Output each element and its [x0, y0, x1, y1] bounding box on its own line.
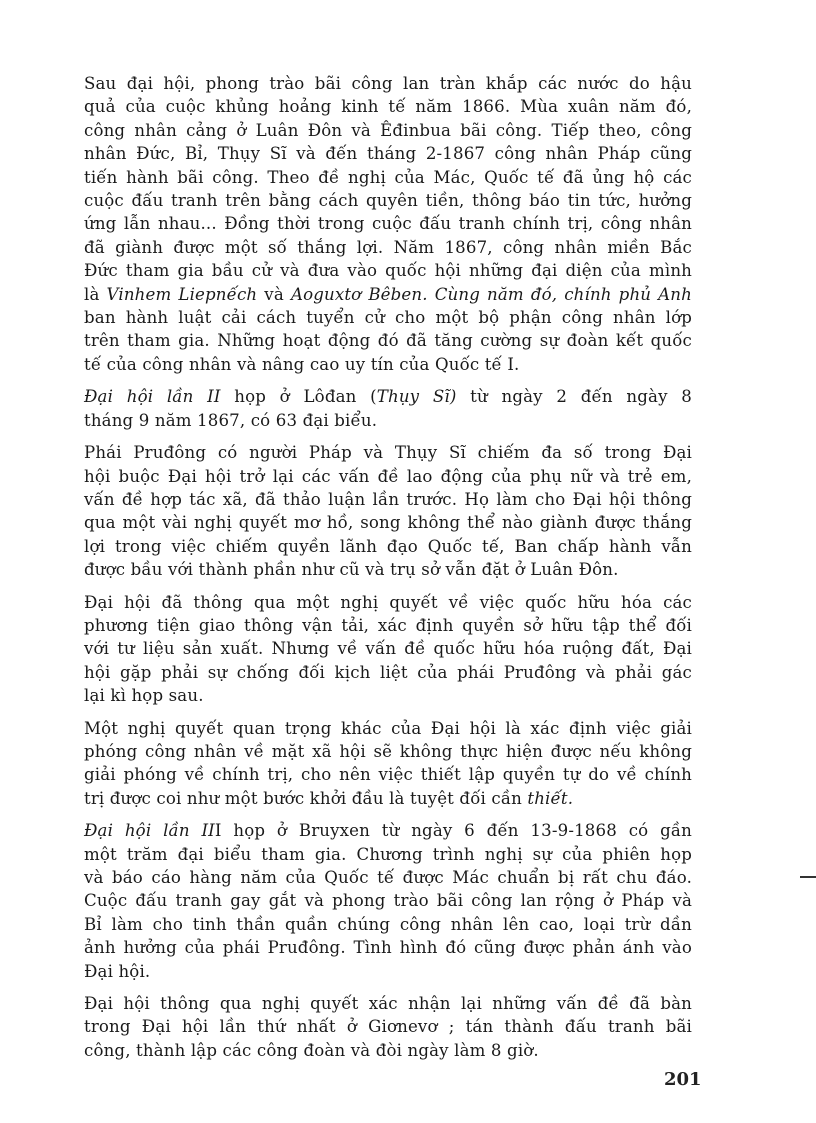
text-line: với tư liệu sản xuất. Nhưng về vấn đề quốc hữu hóa ruộng đất, Đại: [84, 639, 692, 659]
text-line: tháng 9 năm 1867, có 63 đại biểu.: [84, 410, 378, 430]
text-line: phóng công nhân về mặt xã hội sẽ không thực hiện được nếu không: [84, 741, 692, 761]
paragraph: [60, 992, 692, 1062]
text-line: lợi trong việc chiếm quyền lãnh đạo Quốc tế, Ban chấp hành vẫn: [84, 536, 692, 556]
text-line: trong Đại hội lần thứ nhất ở Giơnevơ ; tán thành đấu tranh bãi: [84, 1017, 692, 1037]
text-line: đã giành được một số thắng lợi. Năm 1867, công nhân miền Bắc: [84, 237, 692, 257]
text-line: Cuộc đấu tranh gay gắt và phong trào bãi công lan rộng ở Pháp và: [84, 891, 692, 911]
text-line: hội gặp phải sự chống đối kịch liệt của phái Pruđông và phải gác: [84, 662, 692, 682]
text-line: công, thành lập các công đoàn và đòi ngày làm 8 giờ.: [84, 1040, 539, 1060]
text-line: trị được coi như một bước khởi đầu là tuyệt đối cần thiết.: [84, 788, 574, 808]
text-line: Một nghị quyết quan trọng khác của Đại hội là xác định việc giải: [84, 718, 692, 738]
margin-mark: [800, 876, 816, 878]
text-line: và báo cáo hàng năm của Quốc tế được Mác chuẩn bị rất chu đáo.: [84, 868, 692, 887]
text-line: tiến hành bãi công. Theo đề nghị của Mác, Quốc tế đã ủng hộ các: [84, 167, 692, 187]
paragraph: [60, 385, 692, 432]
text-line: cuộc đấu tranh trên bằng cách quyên tiền, thông báo tin tức, hưởng: [84, 191, 692, 211]
text-line: Phái Pruđông có người Pháp và Thụy Sĩ chiếm đa số trong Đại: [84, 443, 692, 463]
text-line: tế của công nhân và nâng cao uy tín của Quốc tế I.: [84, 354, 520, 374]
text-line: được bầu với thành phần như cũ và trụ sở vẫn đặt ở Luân Đôn.: [84, 560, 619, 580]
text-line: lại kì họp sau.: [84, 686, 204, 706]
text-line: vấn đề hợp tác xã, đã thảo luận lần trước. Họ làm cho Đại hội thông: [84, 489, 692, 509]
text-line: ban hành luật cải cách tuyển cử cho một bộ phận công nhân lớp: [84, 308, 692, 328]
text-line: ứng lẫn nhau... Đồng thời trong cuộc đấu tranh chính trị, công nhân: [84, 214, 692, 234]
page-number: 201: [664, 1069, 702, 1090]
text-line: Bỉ làm cho tinh thần quần chúng công nhân lên cao, loại trừ dần: [84, 914, 692, 934]
text-line: Đại hội đã thông qua một nghị quyết về việc quốc hữu hóa các: [84, 592, 692, 612]
text-line: Sau đại hội, phong trào bãi công lan tràn khắp các nước do hậu: [84, 74, 692, 93]
text-line: Đại hội thông qua nghị quyết xác nhận lại những vấn đề đã bàn: [84, 994, 692, 1014]
text-line: công nhân cảng ở Luân Đôn và Êđinbua bãi công. Tiếp theo, công: [84, 120, 692, 140]
paragraph: [60, 591, 692, 708]
text-line: hội buộc Đại hội trở lại các vấn đề lao động của phụ nữ và trẻ em,: [84, 466, 692, 486]
text-line: giải phóng về chính trị, cho nên việc thiết lập quyền tự do về chính: [84, 765, 692, 785]
paragraph: [60, 441, 692, 581]
text-line: nhân Đức, Bỉ, Thụy Sĩ và đến tháng 2-1867 công nhân Pháp cũng: [84, 144, 692, 164]
paragraph: [60, 819, 692, 983]
text-line: qua một vài nghị quyết mơ hồ, song không thể nào giành được thắng: [84, 513, 692, 533]
text-line: là Vinhem Liepnếch và Aoguxtơ Bêben. Cùng năm đó, chính phủ Anh: [84, 284, 692, 304]
text-line: phương tiện giao thông vận tải, xác định quyền sở hữu tập thể đối: [84, 615, 692, 635]
document-page: [60, 72, 692, 1071]
text-line: ảnh hưởng của phái Pruđông. Tình hình đó cũng được phản ánh vào: [84, 938, 692, 958]
paragraph: [60, 717, 692, 811]
text-line: một trăm đại biểu tham gia. Chương trình nghị sự của phiên họp: [84, 844, 692, 864]
text-line: Đức tham gia bầu cử và đưa vào quốc hội những đại diện của mình: [84, 261, 692, 281]
text-line: trên tham gia. Những hoạt động đó đã tăng cường sự đoàn kết quốc: [84, 331, 692, 351]
text-line: Đại hội lần III họp ở Bruyxen từ ngày 6 đến 13-9-1868 có gần: [84, 821, 692, 841]
paragraph: [60, 72, 692, 376]
text-line: Đại hội lần II họp ở Lôđan (Thụy Sĩ) từ ngày 2 đến ngày 8: [84, 387, 692, 407]
text-line: quả của cuộc khủng hoảng kinh tế năm 1866. Mùa xuân năm đó,: [84, 97, 692, 117]
text-line: Đại hội.: [84, 961, 151, 981]
